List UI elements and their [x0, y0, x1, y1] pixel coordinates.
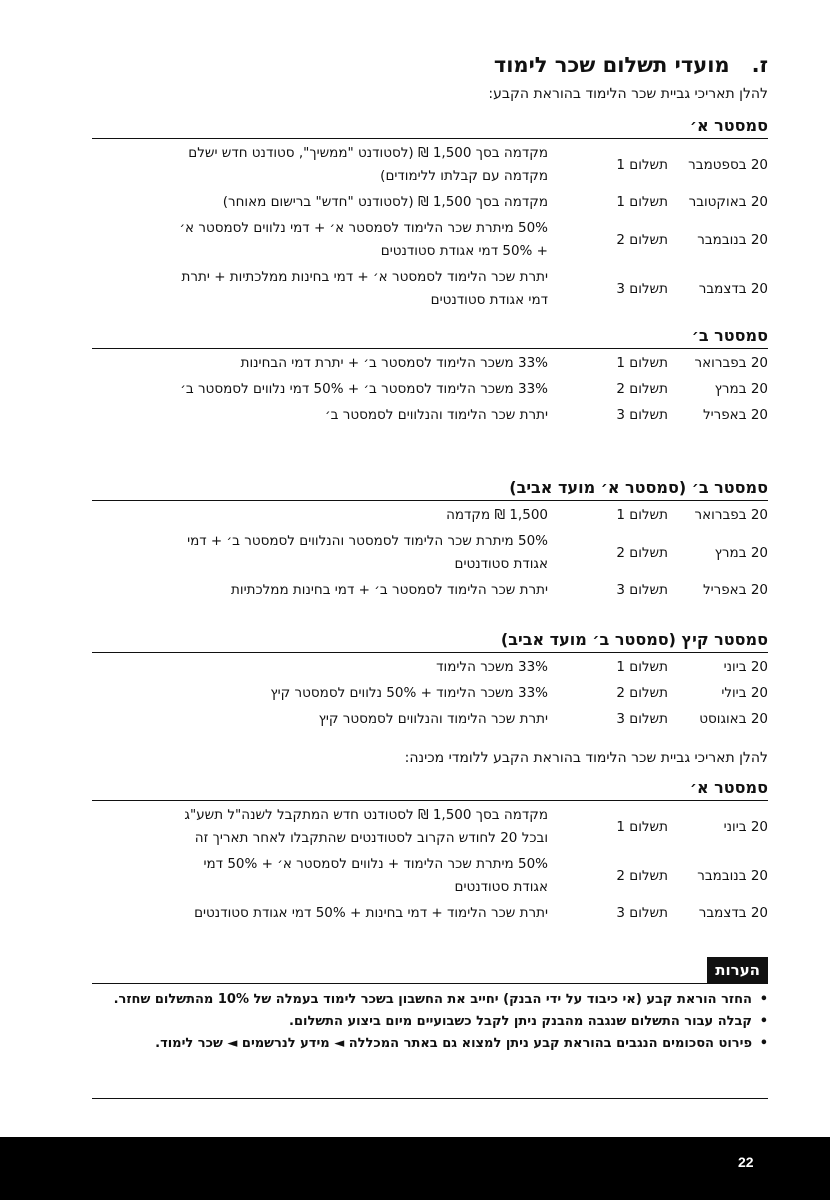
note-text: פירוט הסכומים הנגבים בהוראת קבע ניתן למצוא גם באתר המכללה ◄ מידע לנרשמים ◄ שכר לימוד.	[155, 1036, 752, 1051]
payment-description: יתרת שכר הלימוד והנלווים לסמסטר ב׳	[325, 407, 548, 423]
payment-date: 20 ביוני	[723, 659, 768, 675]
table-row	[92, 142, 768, 188]
payment-date: 20 ביוני	[723, 818, 768, 835]
payment-description: מקדמה בסך 1,500 ₪ לסטודנט חדש המתקבל לשנה"ל תשע"ג ובכל 20 לחודש הקרוב לסטודנטים שהתקבלו לאחר תאריך זה	[184, 807, 548, 846]
semester-a-heading	[92, 108, 768, 139]
table-row	[92, 708, 768, 731]
group-heading: סמסטר קיץ (סמסטר ב׳ מועד אביב)	[500, 630, 768, 649]
installment-label: תשלום 3	[616, 711, 668, 727]
note-text: קבלה עבור התשלום שנגבה מהבנק ניתן לקבל כשבועיים מיום ביצוע התשלום.	[289, 1014, 752, 1029]
installment-label: תשלום 1	[616, 194, 668, 210]
group-heading: סמסטר א׳	[689, 116, 768, 135]
installment-label: תשלום 2	[616, 685, 668, 701]
page-number: 22	[738, 1154, 754, 1170]
payment-description: יתרת שכר הלימוד לסמסטר א׳ + דמי בחינות ממלכתיות + יתרת דמי אגודת סטודנטים	[181, 269, 548, 308]
installment-label: תשלום 2	[616, 867, 668, 884]
installment-label: תשלום 1	[616, 818, 668, 835]
table-row	[92, 804, 768, 850]
installment-label: תשלום 2	[616, 231, 668, 248]
table-row	[92, 682, 768, 705]
semester-a-rows	[92, 142, 768, 315]
payment-description: 33% משכר הלימוד לסמסטר ב׳ + יתרת דמי הבחינות	[240, 355, 548, 371]
installment-label: תשלום 1	[616, 659, 668, 675]
payment-description: יתרת שכר הלימוד + דמי בחינות + 50% דמי אגודת סטודנטים	[194, 905, 548, 921]
payment-date: 20 בפברואר	[694, 355, 768, 371]
section-title-text: מועדי תשלום שכר לימוד	[493, 53, 730, 77]
payment-description: 33% משכר הלימוד	[436, 659, 548, 675]
table-row	[92, 656, 768, 679]
bullet-icon: •	[759, 992, 768, 1007]
intro-regular: להלן תאריכי גביית שכר הלימוד בהוראת הקבע:	[488, 86, 768, 102]
summer-semester-heading	[92, 622, 768, 653]
payment-description: יתרת שכר הלימוד לסמסטר ב׳ + דמי בחינות ממלכתיות	[231, 582, 548, 598]
table-row	[92, 378, 768, 401]
notes-heading	[92, 956, 768, 984]
payment-description: 50% מיתרת שכר הלימוד לסמסטר א׳ + דמי נלווים לסמסטר א׳ + 50% דמי אגודת סטודנטים	[179, 220, 548, 259]
payment-description: מקדמה בסך 1,500 ₪ (לסטודנט "ממשיך", סטודנט חדש ישלם מקדמה עם קבלתו ללימודים)	[188, 145, 548, 184]
semester-b-heading	[92, 318, 768, 349]
prep-semester-a-rows	[92, 804, 768, 928]
bullet-icon: •	[759, 1014, 768, 1029]
installment-label: תשלום 3	[616, 407, 668, 423]
installment-label: תשלום 3	[616, 582, 668, 598]
summer-semester-rows	[92, 656, 768, 734]
payment-description: 1,500 ₪ מקדמה	[446, 507, 548, 523]
section-title	[494, 50, 768, 80]
table-row	[92, 266, 768, 312]
section-number: ז.	[751, 53, 768, 77]
installment-label: תשלום 3	[616, 280, 668, 297]
semester-b-spring-heading	[92, 470, 768, 501]
group-heading: סמסטר ב׳	[691, 326, 768, 345]
table-row	[92, 504, 768, 527]
table-row	[92, 352, 768, 375]
notes-heading-label: הערות	[707, 957, 768, 983]
payment-date: 20 במרץ	[714, 381, 768, 397]
installment-label: תשלום 1	[616, 507, 668, 523]
payment-description: מקדמה בסך 1,500 ₪ (לסטודנט "חדש" ברישום מאוחר)	[222, 194, 548, 210]
group-heading: סמסטר א׳	[689, 778, 768, 797]
payment-date: 20 באוקטובר	[688, 194, 768, 210]
table-row	[92, 853, 768, 899]
payment-date: 20 בספטמבר	[688, 156, 768, 173]
intro-prep: להלן תאריכי גביית שכר הלימוד בהוראת הקבע ללומדי מכינה:	[404, 750, 768, 766]
notes-list	[92, 990, 768, 1056]
installment-label: תשלום 1	[616, 156, 668, 173]
payment-date: 20 בדצמבר	[698, 280, 768, 297]
note-item	[92, 990, 768, 1010]
table-row	[92, 530, 768, 576]
payment-date: 20 באפריל	[702, 582, 768, 598]
installment-label: תשלום 2	[616, 381, 668, 397]
table-row	[92, 404, 768, 427]
table-row	[92, 902, 768, 925]
installment-label: תשלום 1	[616, 355, 668, 371]
semester-b-spring-rows	[92, 504, 768, 605]
payment-date: 20 בפברואר	[694, 507, 768, 523]
payment-description: 50% מיתרת שכר הלימוד לסמסטר והנלווים לסמסטר ב׳ + דמי אגודת סטודנטים	[187, 533, 548, 572]
payment-description: יתרת שכר הלימוד והנלווים לסמסטר קיץ	[318, 711, 548, 727]
page-footer	[0, 1137, 830, 1200]
payment-date: 20 באפריל	[702, 407, 768, 423]
payment-date: 20 בדצמבר	[698, 905, 768, 921]
bottom-divider	[92, 1098, 768, 1099]
table-row	[92, 579, 768, 602]
installment-label: תשלום 2	[616, 544, 668, 561]
payment-description: 33% משכר הלימוד + 50% נלווים לסמסטר קיץ	[270, 685, 548, 701]
table-row	[92, 217, 768, 263]
bullet-icon: •	[759, 1036, 768, 1051]
payment-date: 20 ביולי	[721, 685, 768, 701]
payment-date: 20 בנובמבר	[697, 231, 768, 248]
payment-description: 50% מיתרת שכר הלימוד + נלווים לסמסטר א׳ + 50% דמי אגודת סטודנטים	[203, 856, 548, 895]
note-text: החזר הוראת קבע (אי כיבוד על ידי הבנק) יחייב את החשבון בשכר לימוד בעמלה של 10% מהתשלום שחזר.	[113, 992, 752, 1007]
installment-label: תשלום 3	[616, 905, 668, 921]
payment-date: 20 באוגוסט	[699, 711, 768, 727]
payment-date: 20 במרץ	[714, 544, 768, 561]
note-item	[92, 1012, 768, 1032]
prep-semester-a-heading	[92, 770, 768, 801]
payment-description: 33% משכר הלימוד לסמסטר ב׳ + 50% דמי נלווים לסמסטר ב׳	[180, 381, 548, 397]
table-row	[92, 191, 768, 214]
group-heading: סמסטר ב׳ (סמסטר א׳ מועד אביב)	[509, 478, 768, 497]
payment-date: 20 בנובמבר	[697, 867, 768, 884]
note-item	[92, 1034, 768, 1054]
semester-b-rows	[92, 352, 768, 430]
